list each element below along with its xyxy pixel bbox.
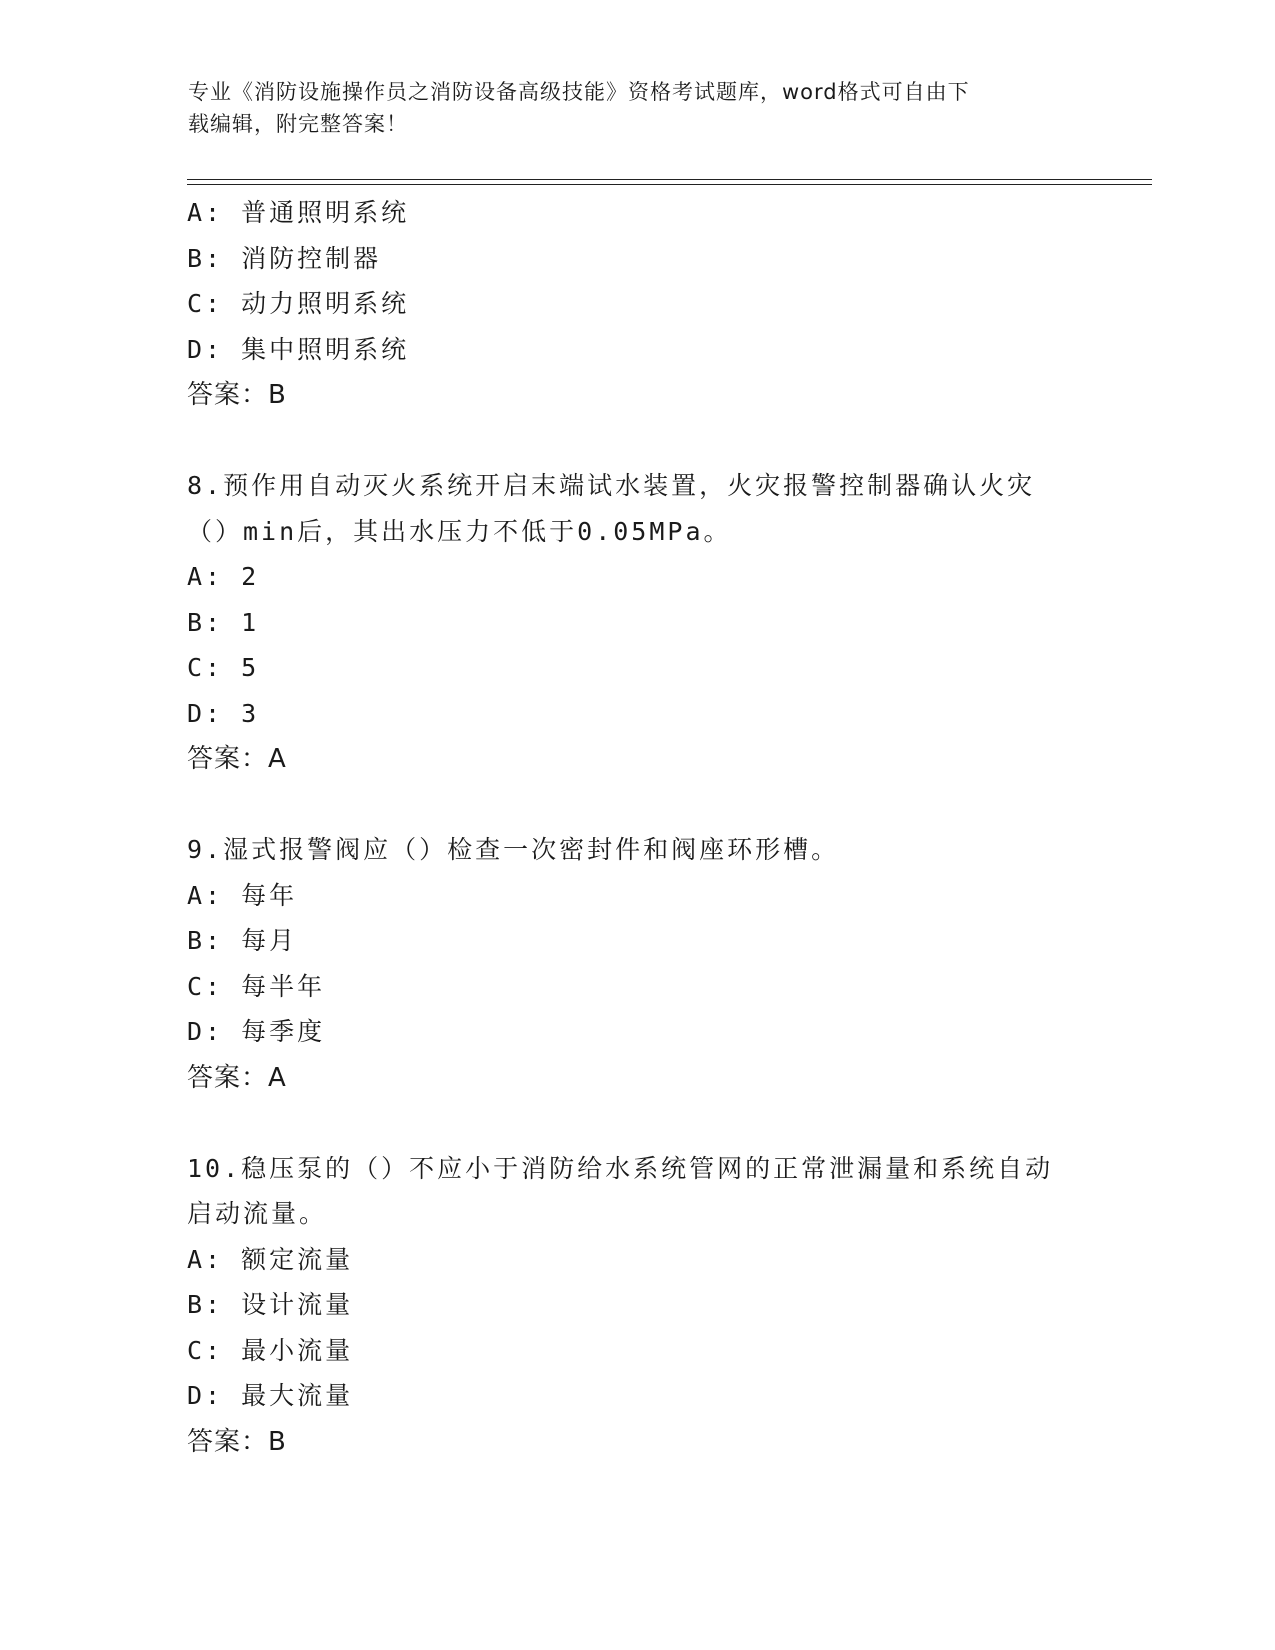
question-stem-line-1: 9.湿式报警阀应（）检查一次密封件和阀座环形槽。 [187,835,840,864]
option-c: C: 每半年 [187,971,326,1001]
option-a: A: 普通照明系统 [187,198,410,227]
question-block-continued [187,190,1107,418]
option-c: C: 动力照明系统 [187,289,410,318]
option-b: B: 1 [187,607,260,637]
option-d: D: 3 [187,698,260,728]
question-stem-line-1: 8.预作用自动灭火系统开启末端试水装置，火灾报警控制器确认火灾 [187,471,1036,500]
document-header [188,76,1068,140]
header-divider-bottom [187,184,1152,185]
answer-line: 答案：A [187,1062,287,1093]
question-block-10 [187,1146,1107,1465]
option-b: B: 设计流量 [187,1290,354,1319]
option-c: C: 5 [187,653,260,682]
header-divider-top [187,179,1152,180]
header-line-1: 专业《消防设施操作员之消防设备高级技能》资格考试题库，word格式可自由下 [188,80,970,104]
question-block-9 [187,827,1107,1101]
option-a: A: 2 [187,562,260,591]
option-b: B: 每月 [187,926,298,955]
option-b: B: 消防控制器 [187,243,382,273]
option-d: D: 每季度 [187,1017,326,1046]
question-list [187,190,1107,1465]
question-block-8 [187,463,1107,782]
question-stem-line-1: 10.稳压泵的（）不应小于消防给水系统管网的正常泄漏量和系统自动 [187,1153,1054,1183]
option-a: A: 额定流量 [187,1244,354,1274]
option-d: D: 最大流量 [187,1381,354,1410]
option-c: C: 最小流量 [187,1335,354,1365]
answer-line: 答案：B [187,1426,287,1457]
question-stem-line-2: 启动流量。 [187,1199,328,1228]
answer-line: 答案：B [187,380,287,410]
header-line-2: 载编辑，附完整答案！ [188,112,408,136]
answer-line: 答案：A [187,744,287,774]
option-d: D: 集中照明系统 [187,334,410,364]
option-a: A: 每年 [187,880,298,910]
question-stem-line-2: （）min后，其出水压力不低于0.05MPa。 [187,516,732,546]
